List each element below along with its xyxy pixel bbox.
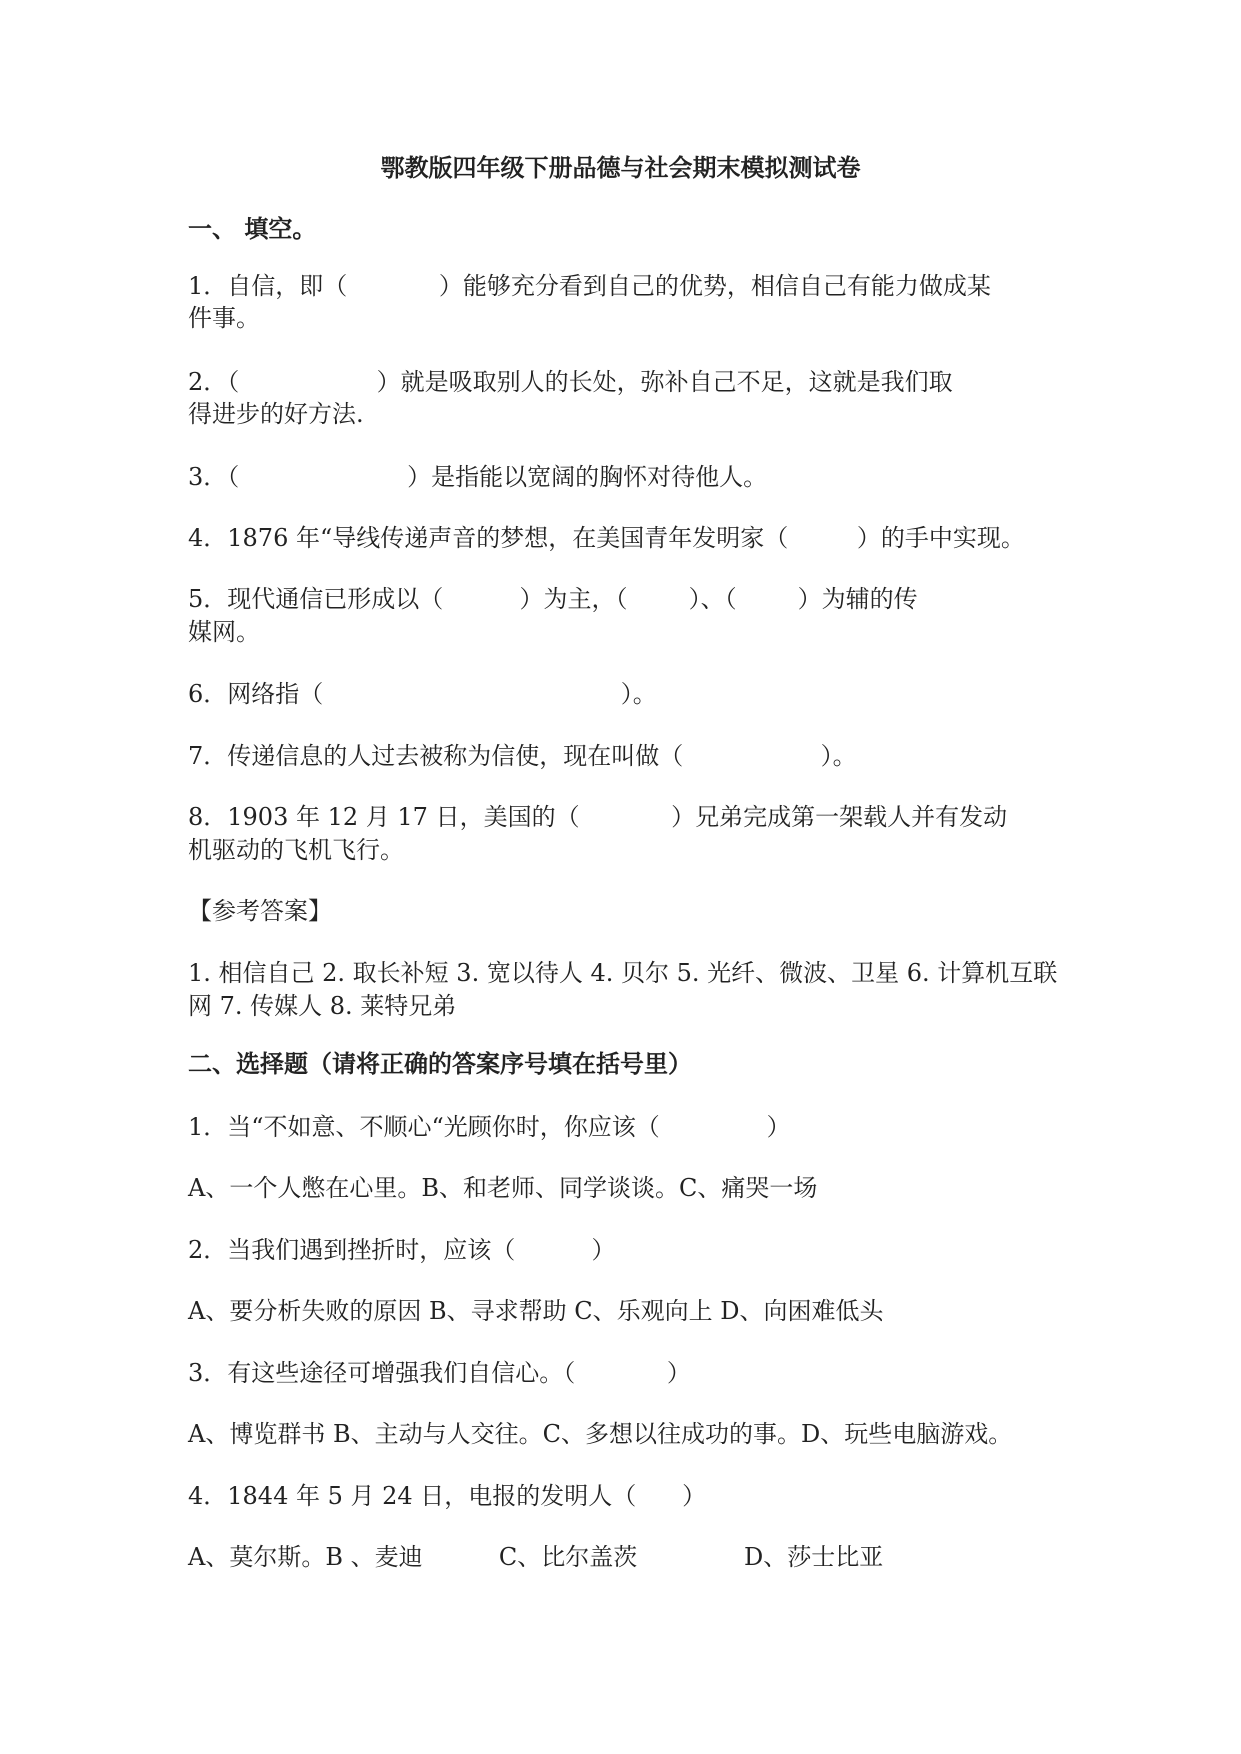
answers-line-1: 1. 相信自己 2. 取长补短 3. 宽以待人 4. 贝尔 5. 光纤、微波、卫星 6. 计算机互联 <box>188 959 1058 987</box>
section2-heading: 二、选择题（请将正确的答案序号填在括号里） <box>188 1049 692 1078</box>
answers-line-2: 网 7. 传媒人 8. 莱特兄弟 <box>188 992 457 1020</box>
choice-question-3-options: A、博览群书 B、主动与人交往。C、多想以往成功的事。D、玩些电脑游戏。 <box>188 1420 1013 1448</box>
section1-heading: 一、 填空。 <box>188 214 317 243</box>
question-2-line-2: 得进步的好方法. <box>188 400 364 428</box>
question-7: 7．传递信息的人过去被称为信使，现在叫做（ ）。 <box>188 742 857 770</box>
question-1-line-1: 1．自信，即（ ）能够充分看到自己的优势，相信自己有能力做成某 <box>188 272 991 300</box>
question-6: 6．网络指（ ）。 <box>188 680 657 708</box>
choice-question-2: 2．当我们遇到挫折时，应该（ ） <box>188 1236 616 1264</box>
page-title: 鄂教版四年级下册品德与社会期末模拟测试卷 <box>380 153 861 182</box>
question-1-line-2: 件事。 <box>188 304 260 332</box>
question-3: 3．（ ）是指能以宽阔的胸怀对待他人。 <box>188 463 768 491</box>
question-4: 4．1876 年“导线传递声音的梦想，在美国青年发明家（ ）的手中实现。 <box>188 524 1025 552</box>
choice-question-4-options: A、莫尔斯。B 、麦迪 C、比尔盖茨 D、莎士比亚 <box>188 1543 884 1571</box>
question-8-line-2: 机驱动的飞机飞行。 <box>188 836 404 864</box>
choice-question-1-options: A、一个人憋在心里。B、和老师、同学谈谈。C、痛哭一场 <box>188 1174 818 1202</box>
question-2-line-1: 2．（ ）就是吸取别人的长处，弥补自己不足，这就是我们取 <box>188 368 953 396</box>
choice-question-2-options: A、要分析失败的原因 B、寻求帮助 C、乐观向上 D、向困难低头 <box>188 1297 884 1325</box>
choice-question-1: 1．当“不如意、不顺心“光顾你时，你应该（ ） <box>188 1113 791 1141</box>
question-5-line-2: 媒网。 <box>188 618 260 646</box>
choice-question-3: 3．有这些途径可增强我们自信心。（ ） <box>188 1359 691 1387</box>
choice-question-4: 4．1844 年 5 月 24 日，电报的发明人（ ） <box>188 1482 707 1510</box>
answer-heading: 【参考答案】 <box>188 897 332 925</box>
question-8-line-1: 8．1903 年 12 月 17 日，美国的（ ）兄弟完成第一架载人并有发动 <box>188 803 1008 831</box>
question-5-line-1: 5．现代通信已形成以（ ）为主，（ ）、（ ）为辅的传 <box>188 585 918 613</box>
